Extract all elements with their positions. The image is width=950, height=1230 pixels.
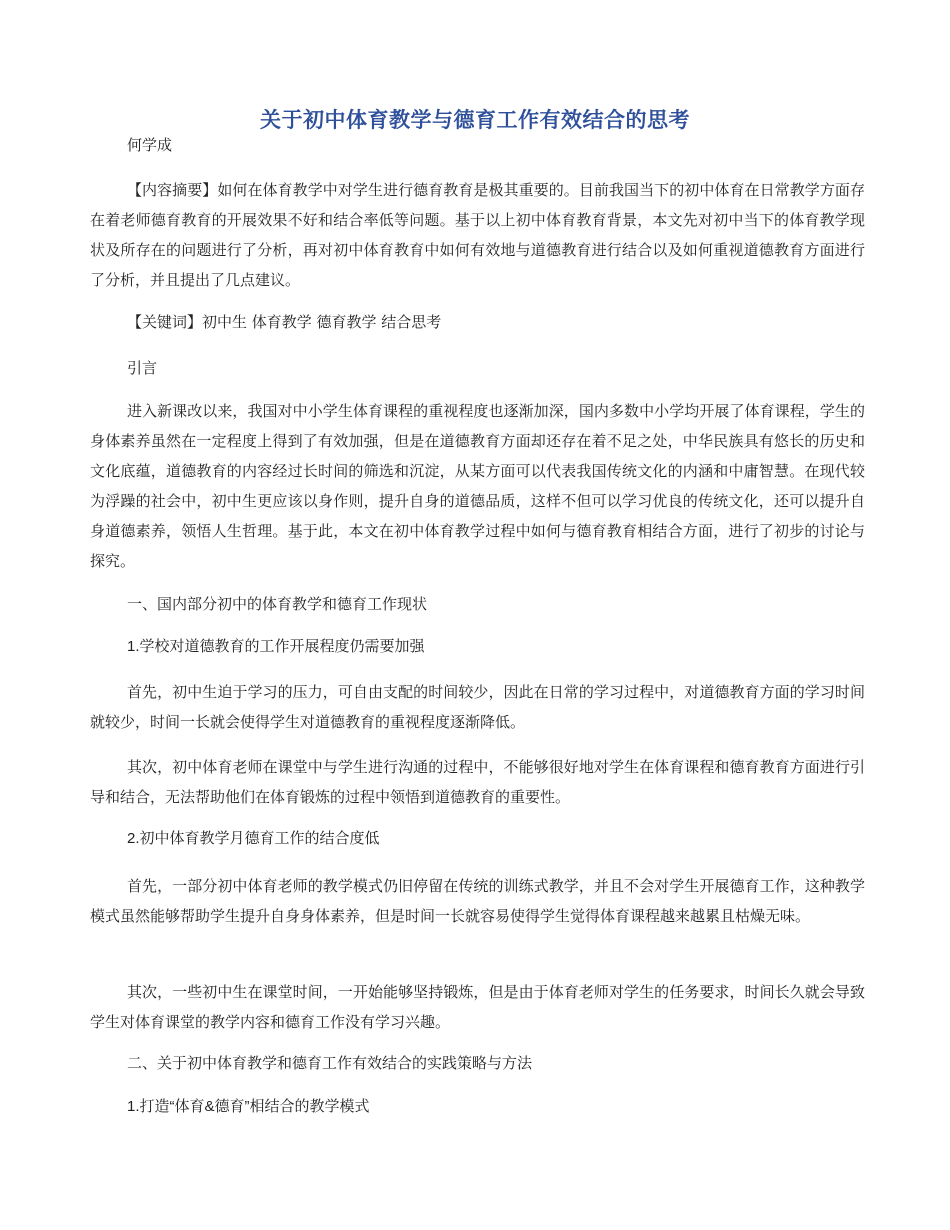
author-name: 何学成 (127, 136, 173, 154)
section-1-heading: 一、国内部分初中的体育教学和德育工作现状 (127, 595, 428, 613)
section-2-heading: 二、关于初中体育教学和德育工作有效结合的实践策略与方法 (127, 1054, 533, 1072)
abstract-paragraph: 【内容摘要】如何在体育教学中对学生进行德育教育是极其重要的。目前我国当下的初中体育在日常教学方面存在着老师德育教育的开展效果不好和结合率低等问题。基于以上初中体育教育背景，本文先对初中当下的体育教学现状及所存在的问题进行了分析，再对初中体育教育中如何有效地与道德教育进行结合以及如何重视道德教育方面进行了分析，并且提出了几点建议。 (90, 181, 865, 289)
subsection-2-heading: 2.初中体育教学月德育工作的结合度低 (127, 830, 380, 847)
subsection-2-paragraph-2: 其次，一些初中生在课堂时间，一开始能够坚持锻炼，但是由于体育老师对学生的任务要求，时间长久就会导致学生对体育课堂的教学内容和德育工作没有学习兴趣。 (90, 983, 865, 1031)
subsection-3-heading: 1.打造“体育&德育”相结合的教学模式 (127, 1098, 370, 1115)
subsection-1-paragraph-2: 其次，初中体育老师在课堂中与学生进行沟通的过程中，不能够很好地对学生在体育课程和德育教育方面进行引导和结合，无法帮助他们在体育锻炼的过程中领悟到道德教育的重要性。 (90, 758, 865, 806)
intro-paragraph: 进入新课改以来，我国对中小学生体育课程的重视程度也逐渐加深，国内多数中小学均开展了体育课程，学生的身体素养虽然在一定程度上得到了有效加强，但是在道德教育方面却还存在着不足之处，中华民族具有悠长的历史和文化底蕴，道德教育的内容经过长时间的筛选和沉淀，从某方面可以代表我国传统文化的内涵和中庸智慧。在现代较为浮躁的社会中，初中生更应该以身作则，提升自身的道德品质，这样不但可以学习优良的传统文化，还可以提升自身道德素养，领悟人生哲理。基于此，本文在初中体育教学过程中如何与德育教育相结合方面，进行了初步的讨论与探究。 (90, 402, 865, 570)
subsection-1-heading: 1.学校对道德教育的工作开展程度仍需要加强 (127, 638, 425, 655)
intro-heading: 引言 (127, 359, 158, 377)
subsection-1-paragraph-1: 首先，初中生迫于学习的压力，可自由支配的时间较少，因此在日常的学习过程中，对道德教育方面的学习时间就较少，时间一长就会使得学生对道德教育的重视程度逐渐降低。 (90, 683, 865, 731)
subsection-2-paragraph-1: 首先，一部分初中体育老师的教学模式仍旧停留在传统的训练式教学，并且不会对学生开展德育工作，这种教学模式虽然能够帮助学生提升自身身体素养，但是时间一长就容易使得学生觉得体育课程越来越累且枯燥无味。 (90, 877, 865, 925)
document-title: 关于初中体育教学与德育工作有效结合的思考 (260, 107, 690, 132)
keywords-paragraph: 【关键词】初中生 体育教学 德育教学 结合思考 (127, 313, 442, 331)
